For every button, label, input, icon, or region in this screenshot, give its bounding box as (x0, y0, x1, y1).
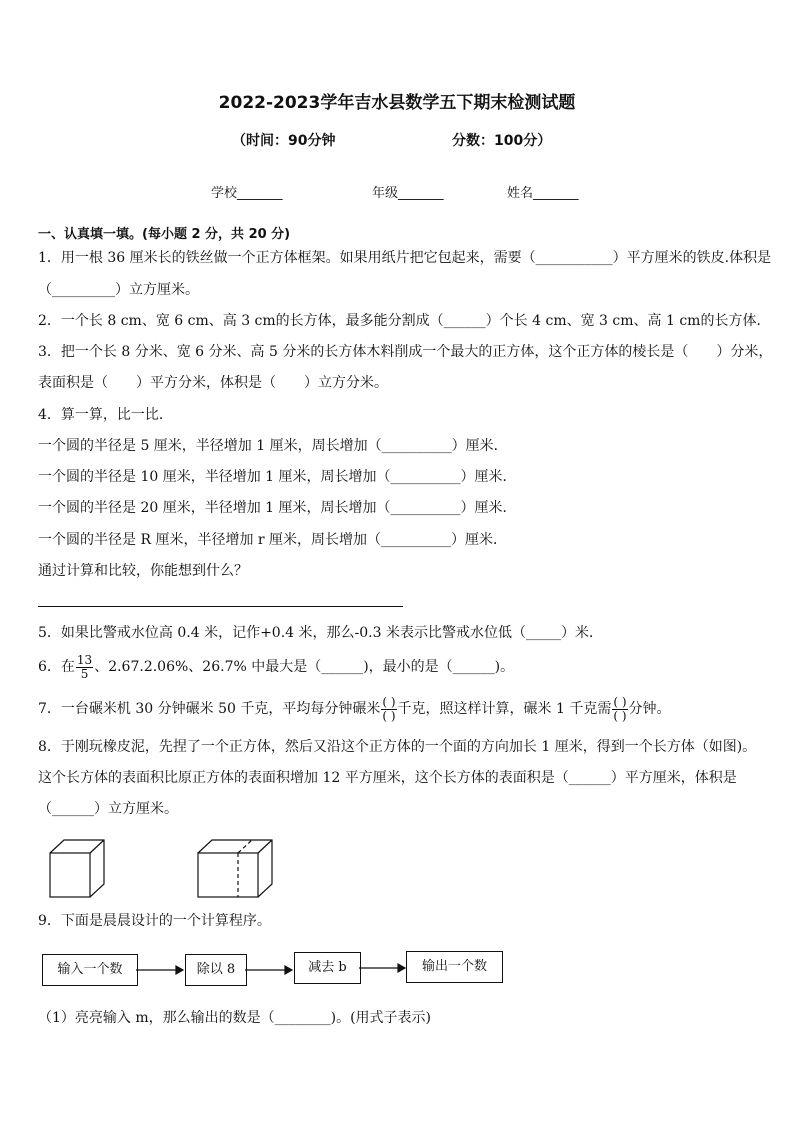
name-field: 姓名_______ (507, 186, 579, 201)
question-7-pre: 7．一台碾米机 30 分钟碾米 50 千克，平均每分钟碾米 (38, 701, 381, 717)
section-heading: 一、认真填一填。(每小题 2 分，共 20 分) (38, 227, 291, 242)
question-8-line-1: 8．于刚玩橡皮泥，先捏了一个正方体，然后又沿这个正方体的一个面的方向加长 1 厘米，得到一个长方体（如图)。 (38, 739, 757, 755)
question-4-e: 通过计算和比较，你能想到什么？ (38, 563, 248, 579)
question-5: 5．如果比警戒水位高 0.4 米，记作+0.4 米，那么-0.3 米表示比警戒水位低（_____）米． (38, 625, 603, 641)
exam-score: 分数：100分） (452, 133, 552, 149)
blank-denominator: ( ) (382, 708, 396, 723)
school-field: 学校_______ (211, 186, 283, 201)
question-8-line-2: 这个长方体的表面积比原正方体的表面积增加 12 平方厘米，这个长方体的表面积是（______）平方厘米，体积是 (38, 770, 737, 786)
question-4-d: 一个圆的半径是 R 厘米，半径增加 r 厘米，周长增加（__________）厘米． (38, 532, 508, 548)
blank-numerator: ( ) (382, 694, 396, 709)
question-3-line-1: 3．把一个长 8 分米、宽 6 分米、高 5 分米的长方体木料削成一个最大的正方体，这个正方体的棱长是（ ）分米， (38, 344, 773, 360)
question-7-post: 分钟。 (628, 701, 671, 717)
question-4-c: 一个圆的半径是 20 厘米，半径增加 1 厘米，周长增加（__________）厘米． (38, 500, 517, 516)
cuboid-figure (198, 840, 272, 897)
flow-step-subtract: 减去 b (294, 952, 361, 984)
question-7-mid: 千克，照这样计算，碾米 1 千克需 (397, 701, 612, 717)
question-9: 9．下面是晨晨设计的一个计算程序。 (38, 913, 271, 929)
question-2: 2．一个长 8 cm、宽 6 cm、高 3 cm的长方体，最多能分割成（______）个长 4 cm、宽 3 cm、高 1 cm的长方体． (38, 313, 771, 329)
flow-step-output: 输出一个数 (406, 951, 503, 983)
question-6-post: 、2.67.2.06%、26.7% 中最大是（______)，最小的是（______)。 (94, 659, 515, 675)
exam-time: （时间：90分钟 (232, 133, 336, 149)
blank-denominator: ( ) (613, 708, 627, 723)
question-6-pre: 6．在 (38, 659, 75, 675)
question-8-line-3: （______）立方厘米。 (38, 801, 178, 817)
question-1-line-2: （_________）立方厘米。 (38, 282, 199, 298)
blank-numerator: ( ) (613, 694, 627, 709)
fraction-denominator: 5 (80, 666, 89, 681)
cube-figure (50, 840, 104, 897)
question-4-a: 一个圆的半径是 5 厘米，半径增加 1 厘米，周长增加（__________）厘米． (38, 438, 508, 454)
fraction-numerator: 13 (76, 652, 93, 667)
question-4-intro: 4．算一算，比一比． (38, 407, 173, 423)
question-1-line-1: 1．用一根 36 厘米长的铁丝做一个正方体框架。如果用纸片把它包起来，需要（___________）平方厘米的铁皮.体积是 (38, 250, 772, 266)
page-title: 2022-2023学年吉水县数学五下期末检测试题 (218, 93, 576, 113)
flow-arrows (136, 964, 405, 974)
question-9-part-1: （1）亮亮输入 m，那么输出的数是（________)。(用式子表示) (38, 1010, 432, 1026)
question-4-b: 一个圆的半径是 10 厘米，半径增加 1 厘米，周长增加（__________）厘米． (38, 469, 517, 485)
flow-step-input: 输入一个数 (42, 954, 138, 986)
flow-step-divide: 除以 8 (185, 954, 247, 986)
grade-field: 年级_______ (372, 186, 444, 201)
question-3-line-2: 表面积是（ ）平方分米，体积是（ ）立方分米。 (38, 375, 388, 391)
